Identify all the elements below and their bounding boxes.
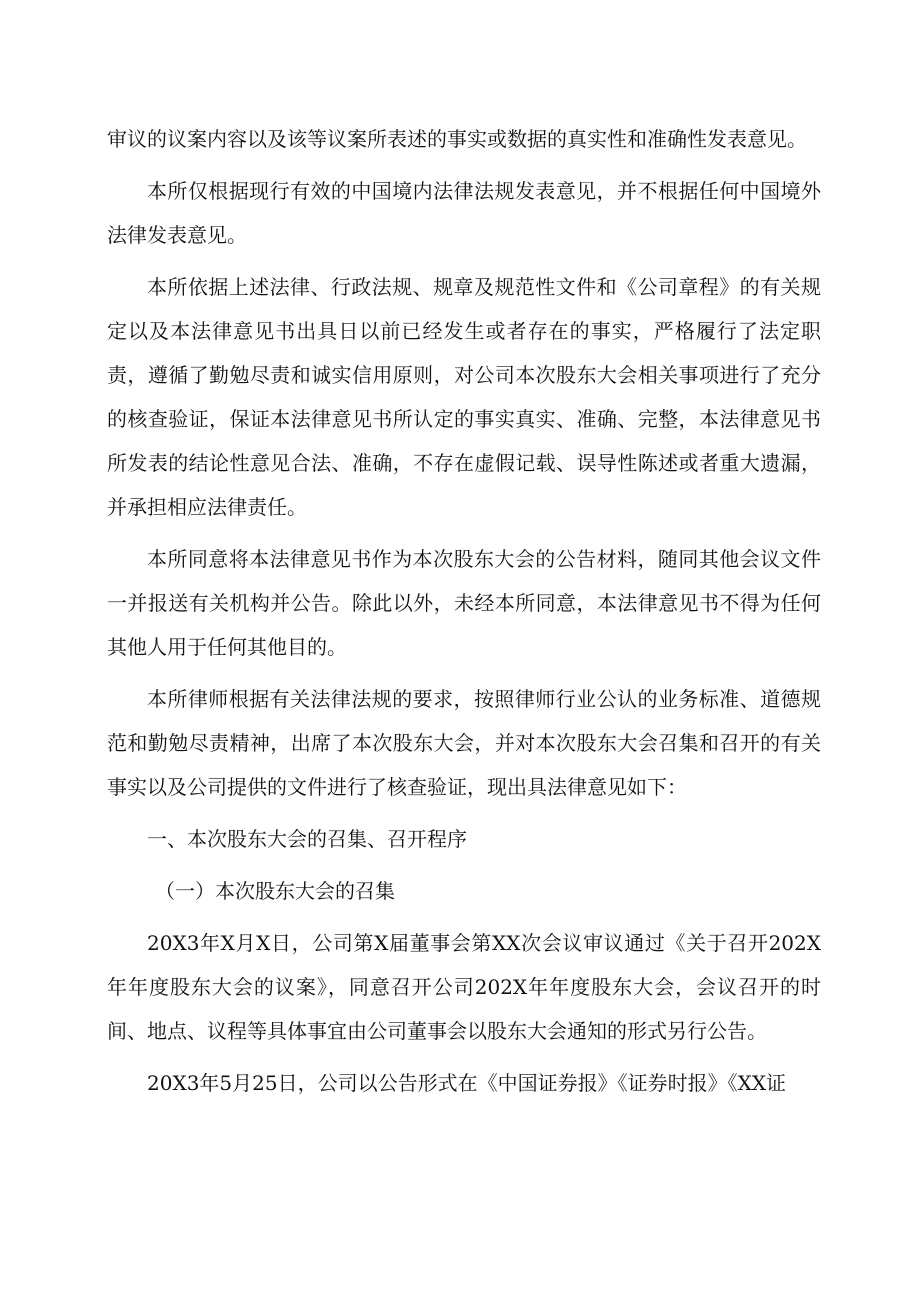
- paragraph-continuation: 审议的议案内容以及该等议案所表述的事实或数据的真实性和准确性发表意见。: [107, 127, 807, 151]
- paragraph-consent: 本所同意将本法律意见书作为本次股东大会的公告材料，随同其他会议文件一并报送有关机构并公告。除此以外，未经本所同意，本法律意见书不得为任何其他人用于任何其他目的。: [107, 547, 821, 659]
- section-heading: 一、本次股东大会的召集、召开程序: [147, 827, 467, 851]
- paragraph-attendance: 本所律师根据有关法律法规的要求，按照律师行业公认的业务标准、道德规范和勤勉尽责精神，出席了本次股东大会，并对本次股东大会召集和召开的有关事实以及公司提供的文件进行了核查验证，现出具法律意见如下：: [107, 687, 821, 799]
- subsection-heading: （一）本次股东大会的召集: [155, 879, 395, 903]
- paragraph-announcement: 20X3年5月25日，公司以公告形式在《中国证券报》《证券时报》《XX证: [147, 1071, 787, 1095]
- document-body: [107, 117, 821, 1105]
- paragraph-basis: 本所依据上述法律、行政法规、规章及规范性文件和《公司章程》的有关规定以及本法律意见书出具日以前已经发生或者存在的事实，严格履行了法定职责，遵循了勤勉尽责和诚实信用原则，对公司本次股东大会相关事项进行了充分的核查验证，保证本法律意见书所认定的事实真实、准确、完整，本法律意见书所发表的结论性意见合法、准确，不存在虚假记载、误导性陈述或者重大遗漏，并承担相应法律责任。: [107, 275, 821, 519]
- paragraph-scope: 本所仅根据现行有效的中国境内法律法规发表意见，并不根据任何中国境外法律发表意见。: [107, 179, 821, 247]
- paragraph-board-resolution: 20X3年X月X日，公司第X届董事会第XX次会议审议通过《关于召开202X年年度股东大会的议案》，同意召开公司202X年年度股东大会，会议召开的时间、地点、议程等具体事宜由公司董事会以股东大会通知的形式另行公告。: [107, 931, 821, 1043]
